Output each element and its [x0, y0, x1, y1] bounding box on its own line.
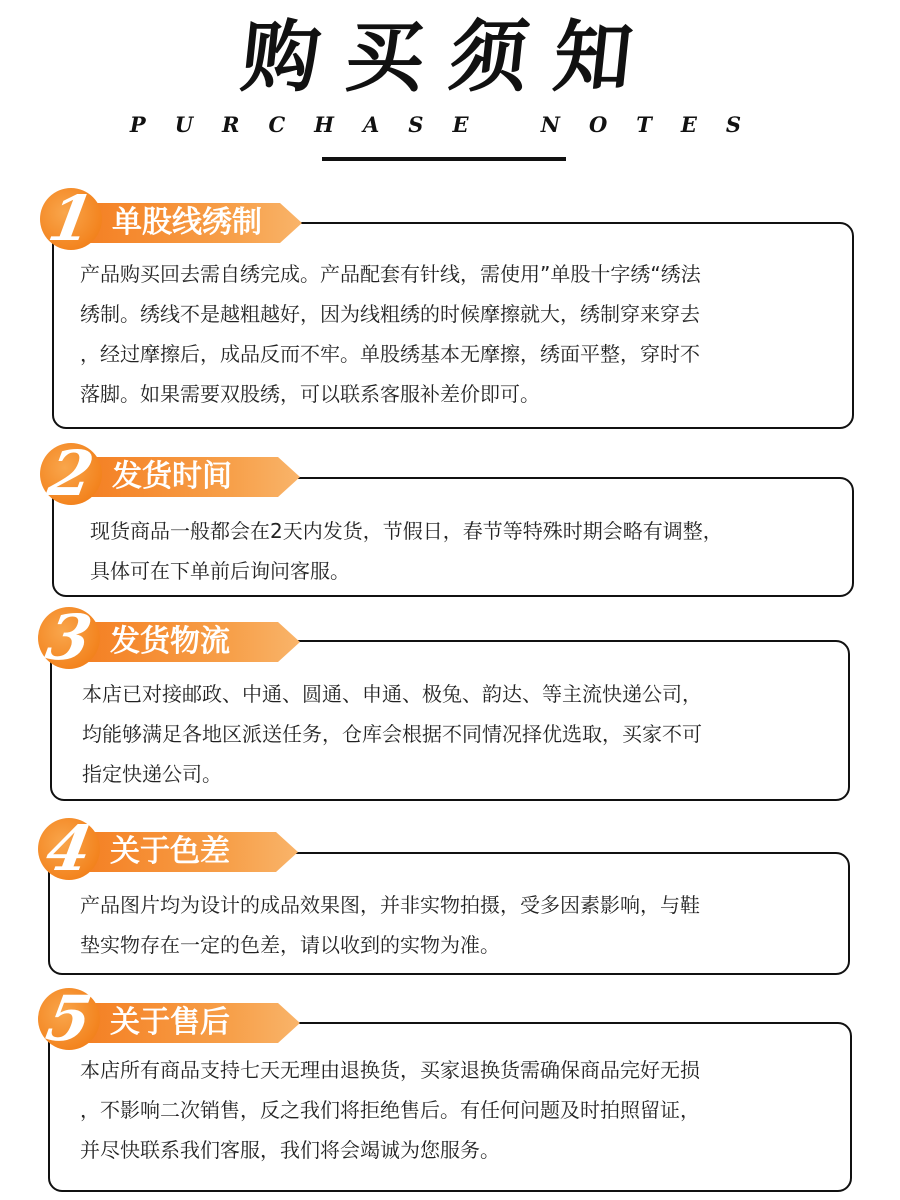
- section-1-line: ，经过摩擦后，成品反而不牢。单股绣基本无摩擦，绣面平整，穿时不: [80, 342, 700, 366]
- section-5-title: 关于售后: [110, 1005, 230, 1040]
- section-4-number: 4: [41, 812, 98, 885]
- section-5-line: 并尽快联系我们客服，我们将会竭诚为您服务。: [80, 1138, 500, 1162]
- section-2-number: 2: [43, 437, 100, 510]
- section-2-title: 发货时间: [112, 459, 232, 494]
- section-3-line: 本店已对接邮政、中通、圆通、申通、极兔、韵达、等主流快递公司，: [82, 682, 702, 706]
- page-title: 购买须知: [237, 12, 663, 103]
- subtitle-word-notes: NOTES: [540, 112, 771, 137]
- section-5-line: ，不影响二次销售，反之我们将拒绝售后。有任何问题及时拍照留证，: [80, 1098, 700, 1122]
- section-4-line: 产品图片均为设计的成品效果图，并非实物拍摄，受多因素影响，与鞋: [80, 893, 700, 917]
- section-5-line: 本店所有商品支持七天无理由退换货，买家退换货需确保商品完好无损: [80, 1058, 700, 1082]
- section-5-body: [80, 1050, 700, 1170]
- section-3-line: 指定快递公司。: [82, 762, 222, 786]
- section-2-line: 具体可在下单前后询问客服。: [90, 559, 350, 583]
- section-1-number: 1: [43, 182, 100, 255]
- section-2-line: 现货商品一般都会在2天内发货，节假日，春节等特殊时期会略有调整，: [90, 519, 723, 543]
- section-5-number: 5: [41, 982, 98, 1055]
- section-1-body: [80, 254, 701, 414]
- section-3-line: 均能够满足各地区派送任务，仓库会根据不同情况择优选取，买家不可: [82, 722, 702, 746]
- section-4-title: 关于色差: [110, 834, 230, 869]
- section-1-line: 落脚。如果需要双股绣，可以联系客服补差价即可。: [80, 382, 540, 406]
- section-3-title: 发货物流: [110, 624, 230, 659]
- page-subtitle: [0, 112, 900, 138]
- section-1-line: 产品购买回去需自绣完成。产品配套有针线，需使用”单股十字绣“绣法: [80, 262, 701, 286]
- section-4-body: [80, 885, 700, 965]
- section-3-number: 3: [41, 601, 98, 674]
- section-4-line: 垫实物存在一定的色差，请以收到的实物为准。: [80, 933, 500, 957]
- section-3-body: [82, 674, 702, 794]
- section-1-title: 单股线绣制: [112, 205, 262, 240]
- subtitle-word-purchase: PURCHASE: [129, 112, 498, 137]
- section-2-body: [90, 511, 723, 591]
- section-1-line: 绣制。绣线不是越粗越好，因为线粗绣的时候摩擦就大，绣制穿来穿去: [80, 302, 700, 326]
- title-underline: [322, 157, 566, 161]
